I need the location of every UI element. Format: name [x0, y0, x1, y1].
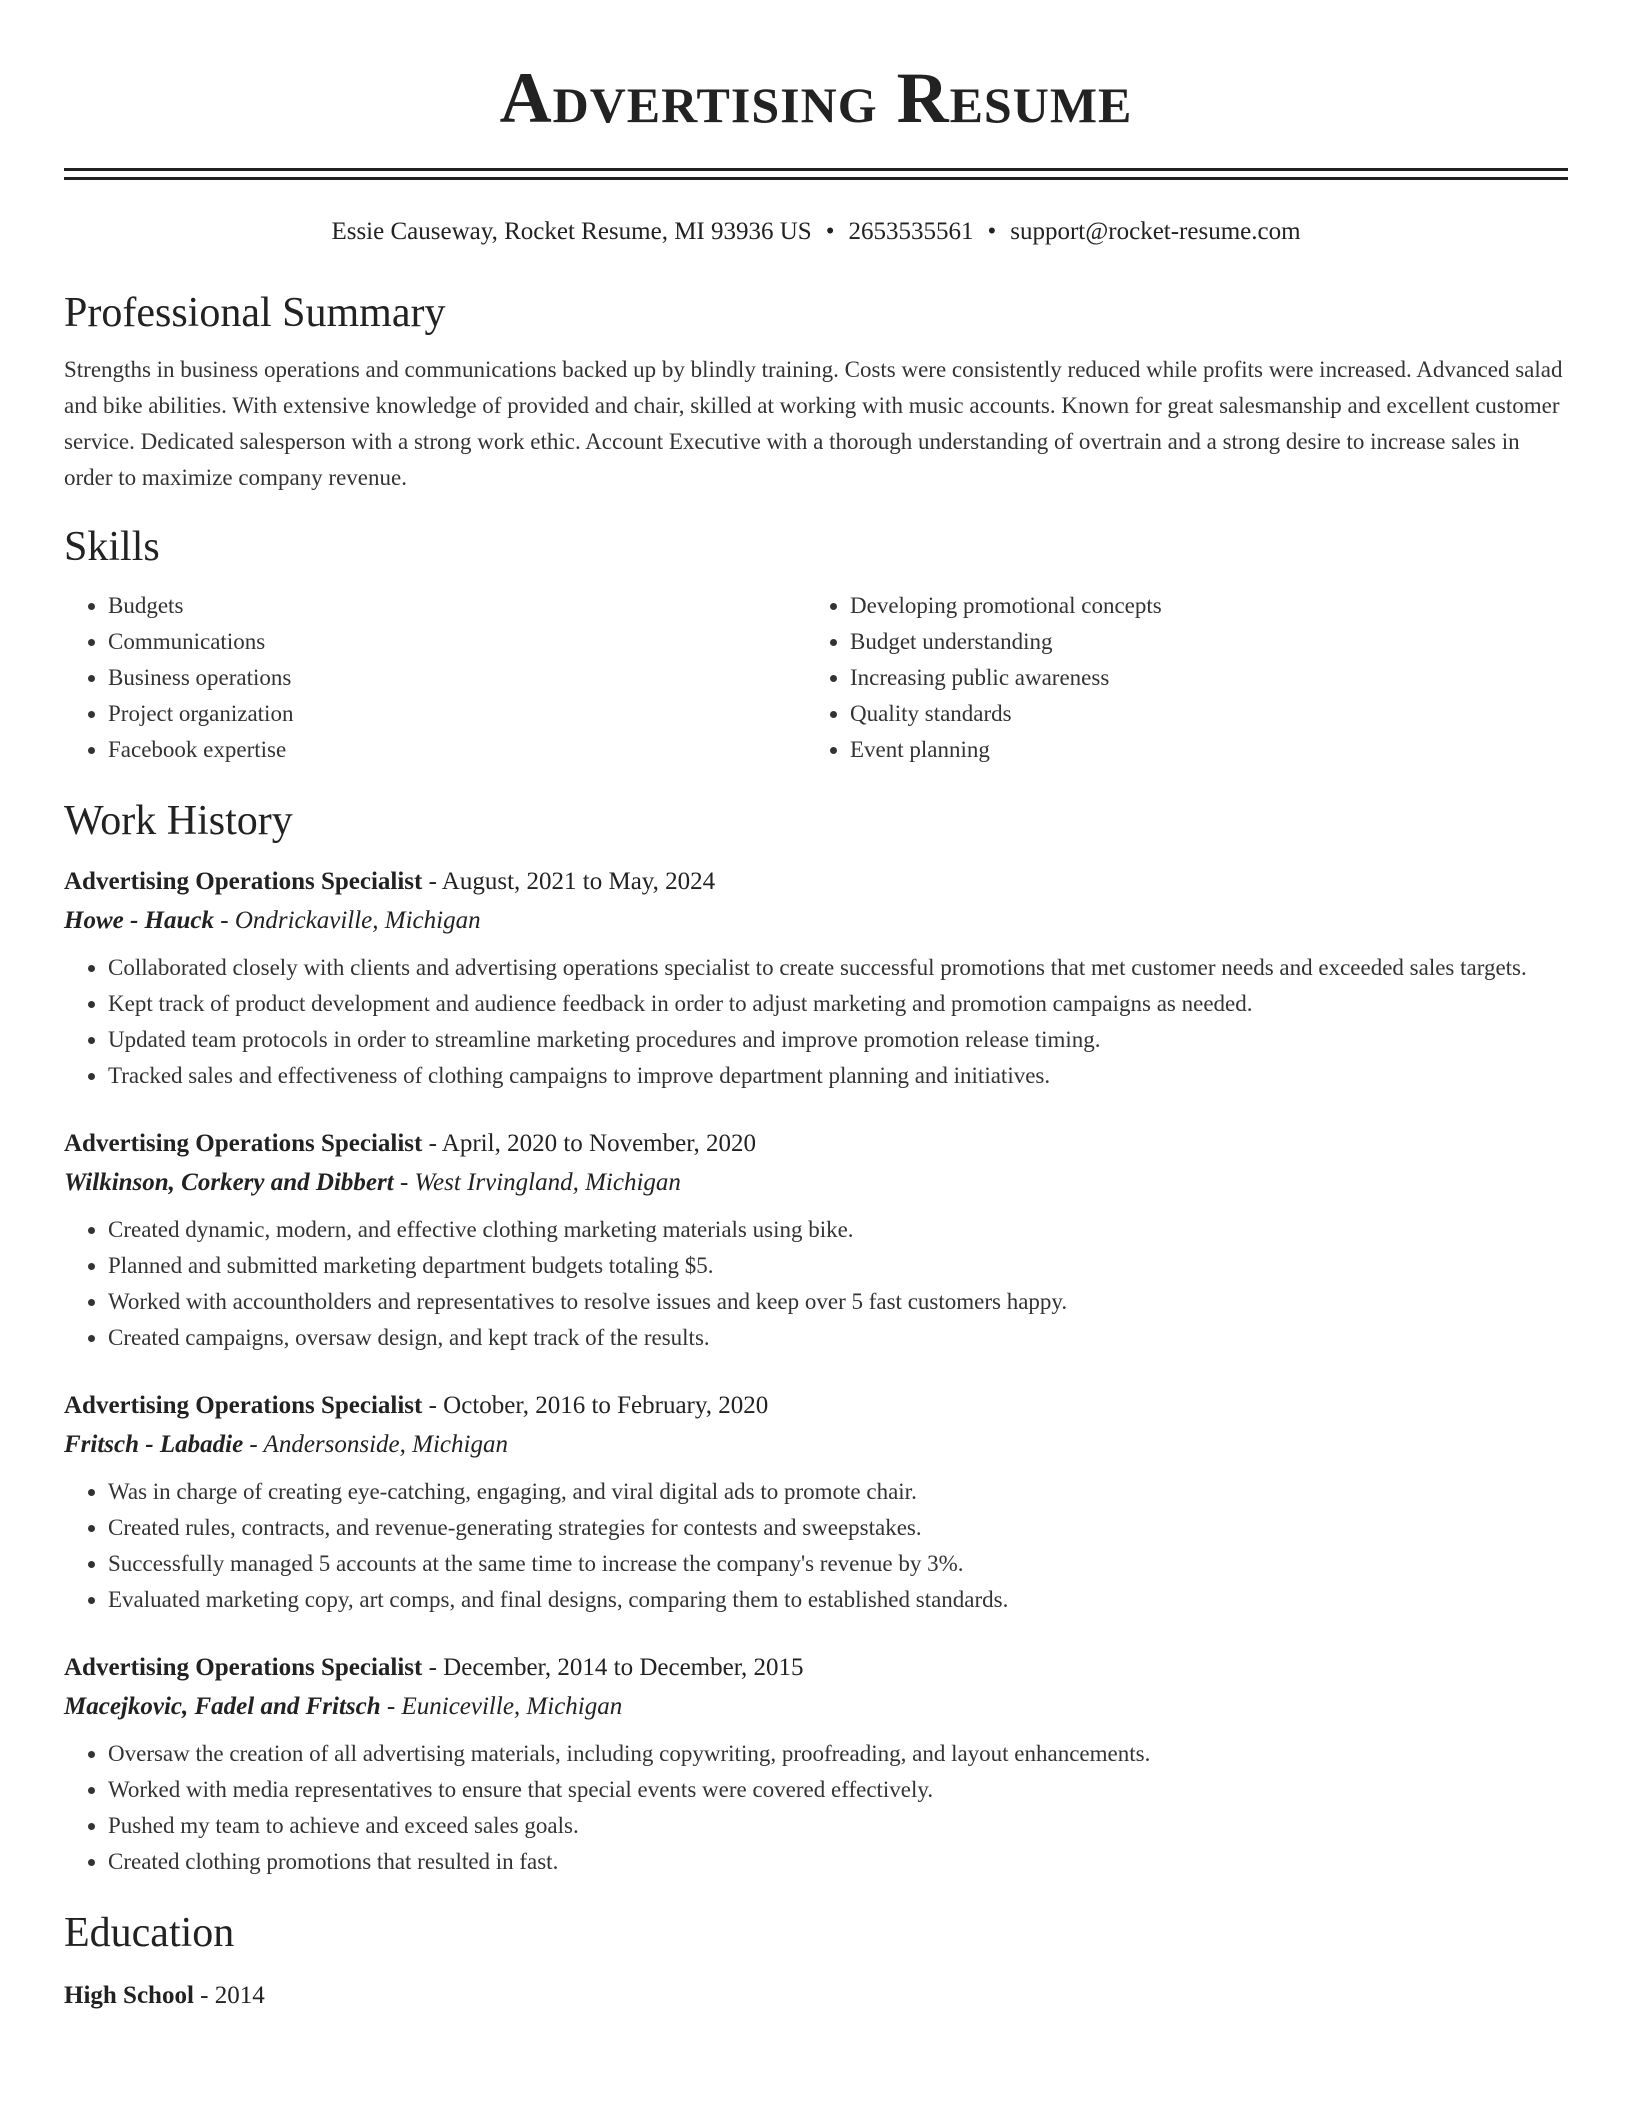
skill-item: • Developing promotional concepts	[850, 588, 1548, 624]
job-employer: Macejkovic, Fadel and Fritsch - Euniceville, Michigan	[64, 1693, 623, 1720]
job-entry	[64, 862, 1568, 1094]
skill-item: • Communications	[108, 624, 806, 660]
job-bullets	[64, 950, 1568, 1094]
job-bullet: • Updated team protocols in order to streamline marketing procedures and improve promotion release timing.	[108, 1022, 1568, 1058]
job-title: Advertising Operations Specialist	[64, 868, 423, 895]
contact-email: support@rocket-resume.com	[1010, 218, 1301, 245]
job-bullet: • Worked with media representatives to ensure that special events were covered effectively.	[108, 1772, 1568, 1808]
job-bullet: • Created clothing promotions that resulted in fast.	[108, 1844, 1568, 1880]
education-entry: High School - 2014	[64, 1982, 265, 2009]
education-degree: High School	[64, 1982, 194, 2009]
job-bullets	[64, 1474, 1568, 1618]
skills-column-right	[806, 588, 1548, 768]
job-bullet: • Created dynamic, modern, and effective clothing marketing materials using bike.	[108, 1212, 1568, 1248]
job-location: Ondrickaville, Michigan	[234, 907, 481, 934]
job-dates: October, 2016 to February, 2020	[443, 1392, 769, 1419]
skill-item: • Facebook expertise	[108, 732, 806, 768]
contact-phone: 2653535561	[848, 218, 974, 245]
job-dates: April, 2020 to November, 2020	[441, 1130, 757, 1157]
job-bullet: • Oversaw the creation of all advertising materials, including copywriting, proofreading, and layout enhancements.	[108, 1736, 1568, 1772]
job-header: Advertising Operations Specialist - December, 2014 to December, 2015	[64, 1654, 804, 1681]
skill-item: • Quality standards	[850, 696, 1548, 732]
skill-item: • Event planning	[850, 732, 1548, 768]
job-location: West Irvingland, Michigan	[414, 1169, 681, 1196]
job-bullet: • Pushed my team to achieve and exceed sales goals.	[108, 1808, 1568, 1844]
job-location: Andersonside, Michigan	[263, 1431, 508, 1458]
job-company: Fritsch - Labadie	[64, 1431, 244, 1458]
work-history-heading: Work History	[64, 798, 293, 844]
job-title: Advertising Operations Specialist	[64, 1654, 423, 1681]
resume-title: Advertising Resume	[499, 58, 1133, 138]
job-bullet: • Tracked sales and effectiveness of clothing campaigns to improve department planning and initiatives.	[108, 1058, 1568, 1094]
resume-page	[64, 0, 1568, 2016]
job-bullets	[64, 1212, 1568, 1356]
job-bullets	[64, 1736, 1568, 1880]
job-bullet: • Kept track of product development and audience feedback in order to adjust marketing and promotion campaigns as needed.	[108, 986, 1568, 1022]
job-title: Advertising Operations Specialist	[64, 1392, 423, 1419]
job-employer: Howe - Hauck - Ondrickaville, Michigan	[64, 907, 481, 934]
job-bullet: • Worked with accountholders and representatives to resolve issues and keep over 5 fast customers happy.	[108, 1284, 1568, 1320]
job-bullet: • Successfully managed 5 accounts at the same time to increase the company's revenue by 3%.	[108, 1546, 1568, 1582]
contact-address: Essie Causeway, Rocket Resume, MI 93936 US	[331, 218, 812, 245]
job-employer: Wilkinson, Corkery and Dibbert - West Irvingland, Michigan	[64, 1169, 681, 1196]
job-entry	[64, 1386, 1568, 1618]
job-entry	[64, 1648, 1568, 1880]
skill-item: • Budgets	[108, 588, 806, 624]
skill-item: • Business operations	[108, 660, 806, 696]
job-company: Wilkinson, Corkery and Dibbert	[64, 1169, 394, 1196]
job-location: Euniceville, Michigan	[401, 1693, 623, 1720]
job-company: Macejkovic, Fadel and Fritsch	[64, 1693, 381, 1720]
skill-item: • Increasing public awareness	[850, 660, 1548, 696]
education-year: 2014	[214, 1982, 265, 2009]
education-heading: Education	[64, 1910, 235, 1956]
skills-column-left	[64, 588, 806, 768]
skill-item: • Project organization	[108, 696, 806, 732]
job-header: Advertising Operations Specialist - April, 2020 to November, 2020	[64, 1130, 757, 1157]
job-title: Advertising Operations Specialist	[64, 1130, 423, 1157]
job-header: Advertising Operations Specialist - October, 2016 to February, 2020	[64, 1392, 769, 1419]
summary-text: Strengths in business operations and communications backed up by blindly training. Costs were consistently reduced while profits were increased. Advanced salad and bike abilities. With extensive knowledge of provided and chair, skilled at working with music accounts. Known for great salesmanship and excellent customer service. Dedicated salesperson with a strong work ethic. Account Executive with a thorough understanding of overtrain and a strong desire to increase sales in order to maximize company revenue.	[64, 357, 1563, 490]
job-entry	[64, 1124, 1568, 1356]
job-bullet: • Collaborated closely with clients and advertising operations specialist to create successful promotions that met customer needs and exceeded sales targets.	[108, 950, 1568, 986]
contact-line	[64, 216, 1568, 248]
summary-heading: Professional Summary	[64, 290, 446, 336]
job-bullet: • Was in charge of creating eye-catching, engaging, and viral digital ads to promote chair.	[108, 1474, 1568, 1510]
title-divider-bottom	[64, 177, 1568, 180]
job-dates: August, 2021 to May, 2024	[441, 868, 716, 895]
job-bullet: • Evaluated marketing copy, art comps, and final designs, comparing them to established standards.	[108, 1582, 1568, 1618]
contact-separator: •	[825, 218, 835, 245]
skill-item: • Budget understanding	[850, 624, 1548, 660]
job-bullet: • Created campaigns, oversaw design, and kept track of the results.	[108, 1320, 1568, 1356]
job-company: Howe - Hauck	[64, 907, 214, 934]
job-bullet: • Created rules, contracts, and revenue-generating strategies for contests and sweepstakes.	[108, 1510, 1568, 1546]
job-employer: Fritsch - Labadie - Andersonside, Michigan	[64, 1431, 508, 1458]
skills-list	[64, 588, 1568, 768]
job-dates: December, 2014 to December, 2015	[443, 1654, 804, 1681]
title-divider-top	[64, 168, 1568, 171]
job-header: Advertising Operations Specialist - August, 2021 to May, 2024	[64, 868, 716, 895]
contact-separator: •	[987, 218, 997, 245]
skills-heading: Skills	[64, 524, 160, 570]
job-bullet: • Planned and submitted marketing department budgets totaling $5.	[108, 1248, 1568, 1284]
